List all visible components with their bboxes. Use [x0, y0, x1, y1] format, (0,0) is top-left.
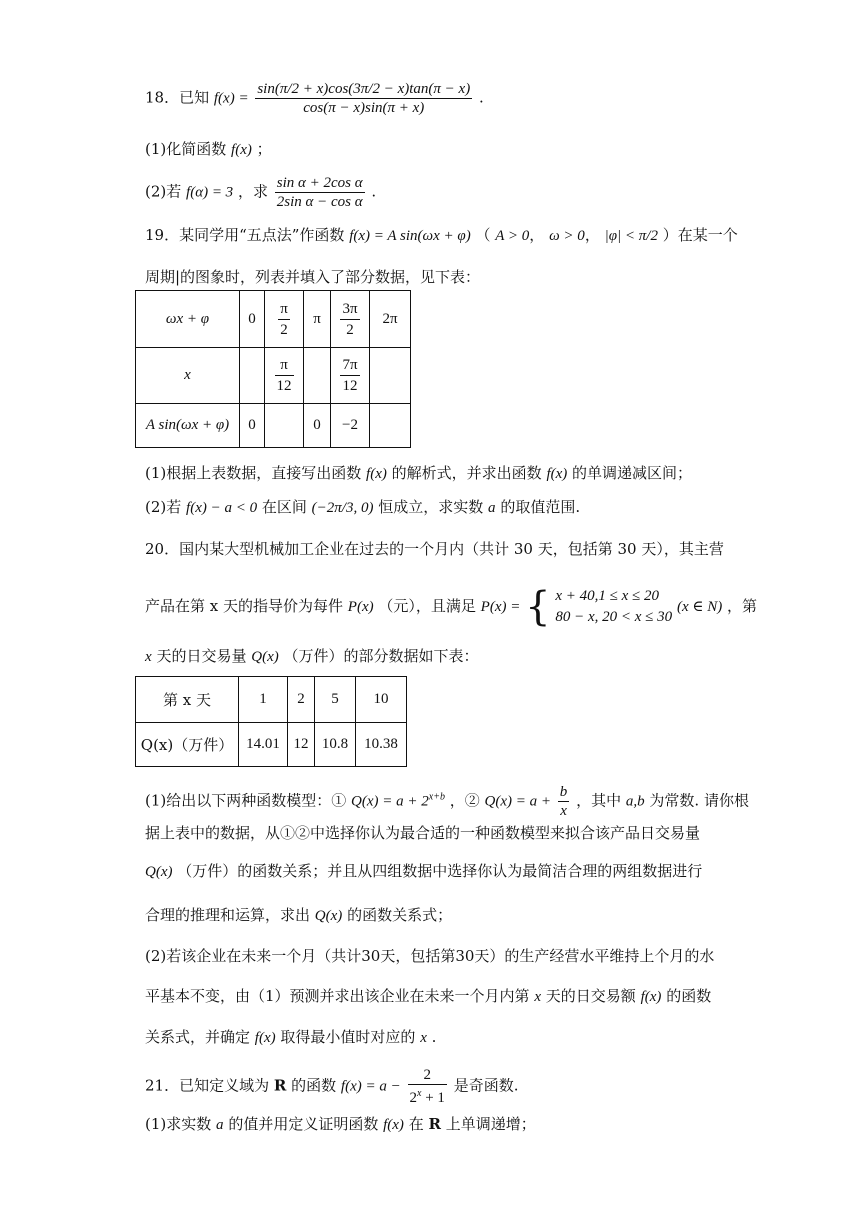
- q20-ab: a,b: [625, 793, 645, 810]
- q20-part1-line4: [145, 905, 452, 926]
- q20-price-def: P(x) =: [480, 599, 521, 615]
- table-fraction: $\frac{\pi}{12}$: [276, 357, 292, 394]
- q20-table: [135, 676, 407, 767]
- q20-part2-line3: [145, 1027, 436, 1048]
- q18-end: .: [478, 88, 484, 107]
- q20-line3-b: （万件）的部分数据如下表：: [283, 647, 479, 665]
- q20-part1-line3: [145, 861, 702, 882]
- q19-p2-inequality: f(x) − a < 0: [186, 500, 258, 516]
- q19-p2-d: 的取值范围.: [500, 498, 581, 516]
- q21-p1-a-var: a: [216, 1117, 224, 1133]
- q20-p2-line2-c: 的函数: [666, 987, 712, 1005]
- table-fraction: $\frac{\pi}{2}$: [280, 300, 288, 338]
- table-row: [136, 404, 411, 448]
- q20-p2-line2-a: 平基本不变，由（1）预测并求出该企业在未来一个月内第: [145, 987, 530, 1005]
- q19-p2-c: 恒成立，求实数: [378, 498, 484, 516]
- table-cell: 10: [356, 677, 407, 723]
- table-cell: [331, 291, 370, 348]
- q20-model2-num: b: [559, 784, 568, 800]
- table-cell: [370, 348, 411, 404]
- table-cell: 2: [288, 677, 315, 723]
- q19-paren-close: ）在某一个: [662, 226, 738, 244]
- table-cell: [265, 291, 304, 348]
- q20-model2-fraction: [558, 783, 570, 820]
- table-cell: Q(x)（万件）: [136, 723, 239, 767]
- table-row: [136, 677, 407, 723]
- q20-part2-line1: (2)若该企业在未来一个月（共计30天，包括第30天）的生产经营水平维持上个月的水: [145, 947, 715, 965]
- table-cell: 14.01: [239, 723, 288, 767]
- q21-den-tail: + 1: [421, 1090, 445, 1106]
- q21-line1-b: 的函数: [291, 1076, 337, 1095]
- q19-part1: [145, 463, 692, 484]
- q18-p1-end: ；: [256, 140, 272, 158]
- q21-numerator: 2: [408, 1066, 447, 1085]
- q20-p1-line3-text: （万件）的函数关系；并且从四组数据中选择你认为最简洁合理的两组数据进行: [177, 862, 703, 880]
- q18-statement: [145, 80, 484, 117]
- table-cell: A sin(ωx + φ): [136, 404, 240, 448]
- q19-p1-fx2: f(x): [546, 466, 568, 482]
- q20-cases: [555, 586, 672, 628]
- table-cell: 1: [239, 677, 288, 723]
- q19-intro: 19．某同学用“五点法”作函数: [145, 226, 345, 244]
- table-cell: 5: [315, 677, 356, 723]
- q19-p1-a: (1)根据上表数据，直接写出函数: [145, 464, 362, 482]
- q19-sep2: ，: [584, 226, 600, 244]
- q20-p2-line3-b: 取得最小值时对应的: [280, 1028, 416, 1046]
- q18-p2-condition: f(α) = 3: [186, 184, 234, 201]
- q20-case1: x + 40,1 ≤ x ≤ 20: [555, 588, 660, 604]
- q20-p2-line3-c: .: [431, 1028, 437, 1046]
- table-cell: [265, 404, 304, 448]
- q21-function: f(x) = a −: [340, 1078, 401, 1095]
- q20-p2-line2-x: x: [534, 989, 541, 1005]
- q20-p1-d: 为常数. 请你根: [649, 791, 749, 810]
- q18-part2: [145, 174, 376, 211]
- table-cell: x: [136, 348, 240, 404]
- q18-p2-end: .: [371, 182, 377, 201]
- q20-p1-a: (1)给出以下两种函数模型：①: [145, 791, 347, 810]
- q20-line2-c: ，第: [727, 597, 758, 615]
- q21-p1-a: (1)求实数: [145, 1115, 212, 1133]
- q19-p2-interval: (−2π/3, 0): [311, 500, 374, 516]
- table-cell: 12: [288, 723, 315, 767]
- q18-denominator: cos(π − x)sin(π + x): [303, 100, 425, 116]
- q18-p2-mid: ，求: [237, 182, 268, 201]
- q21-p1-f: f(x): [383, 1117, 404, 1133]
- brace-icon: {: [525, 584, 551, 630]
- q21-denominator: [408, 1085, 447, 1107]
- q19-cond-phi: |φ| < π/2: [604, 228, 658, 244]
- q20-line2-b: （元），且满足: [378, 597, 476, 615]
- q21-p1-d: 上单调递增；: [445, 1115, 536, 1133]
- table-cell: ωx + φ: [136, 291, 240, 348]
- q20-line2-a: 产品在第 x 天的指导价为每件: [145, 597, 343, 615]
- q18-numerator: sin(π/2 + x)cos(3π/2 − x)tan(π − x): [257, 81, 471, 97]
- q18-label: 18．已知: [145, 88, 210, 107]
- q20-p2-line3-a: 关系式，并确定: [145, 1028, 251, 1046]
- q19-p1-c: 的单调递减区间；: [572, 464, 693, 482]
- q21-fraction: [408, 1066, 447, 1107]
- table-cell: π: [304, 291, 331, 348]
- q18-lhs: f(x) =: [213, 90, 249, 107]
- q20-line1: 20．国内某大型机械加工企业在过去的一个月内（共计 30 天，包括第 30 天），其主营: [145, 540, 724, 558]
- q20-p2-line3-f: f(x): [254, 1030, 276, 1046]
- q20-price-fn: P(x): [347, 599, 374, 615]
- q20-part2-line2: [145, 986, 711, 1007]
- q20-line3-x: x: [145, 649, 152, 665]
- q18-fraction: [255, 80, 472, 117]
- q19-paren-open: （: [475, 226, 491, 244]
- table-fraction: $\frac{3\pi}{2}$: [342, 300, 358, 338]
- q19-cond-omega: ω > 0: [549, 228, 585, 244]
- table-cell: [331, 348, 370, 404]
- q20-p1-c: ，其中: [576, 791, 622, 810]
- q18-p2-denominator: 2sin α − cos α: [276, 194, 363, 210]
- q19-p2-b: 在区间: [261, 498, 307, 516]
- q21-p1-r: R: [428, 1115, 441, 1133]
- q19-p2-a-var: a: [488, 500, 496, 516]
- q19-function: f(x) = A sin(ωx + φ): [349, 228, 471, 244]
- table-cell: 0: [240, 404, 265, 448]
- q20-line2: [145, 586, 757, 628]
- q19-statement-line1: [145, 225, 738, 246]
- q20-part1-line2: 据上表中的数据，从①②中选择你认为最合适的一种函数模型来拟合该产品日交易量: [145, 824, 701, 842]
- table-cell: 0: [240, 291, 265, 348]
- q21-den-base: 2: [409, 1090, 418, 1106]
- q20-model2: Q(x) = a +: [484, 793, 552, 810]
- table-cell: [370, 404, 411, 448]
- q20-p2-line2-b: 天的日交易额: [545, 987, 636, 1005]
- table-cell: 2π: [370, 291, 411, 348]
- table-cell: [304, 348, 331, 404]
- table-cell: 10.8: [315, 723, 356, 767]
- table-cell: −2: [331, 404, 370, 448]
- q20-domain: (x ∈ N): [676, 599, 723, 615]
- q20-p1-b: ，②: [449, 791, 480, 810]
- q19-sep1: ，: [529, 226, 545, 244]
- q21-den-exp: x: [417, 1088, 422, 1099]
- q20-p2-line3-x: x: [420, 1030, 427, 1046]
- table-row: [136, 723, 407, 767]
- q18-part1: [145, 139, 272, 160]
- q21-p1-c: 在: [408, 1115, 424, 1133]
- q19-cond-a: A > 0: [495, 228, 530, 244]
- q21-part1: [145, 1114, 536, 1135]
- q19-p1-fx: f(x): [366, 466, 387, 482]
- q20-part1-line1: [145, 783, 749, 820]
- q20-p1-line3-q: Q(x): [145, 864, 173, 880]
- table-row: [136, 348, 411, 404]
- q20-p2-line2-f: f(x): [640, 989, 662, 1005]
- q18-p2-text: (2)若: [145, 182, 182, 201]
- q19-table: [135, 290, 411, 448]
- table-cell: 10.38: [356, 723, 407, 767]
- table-fraction: $\frac{7\pi}{12}$: [342, 357, 358, 394]
- table-cell: 第 x 天: [136, 677, 239, 723]
- q18-p2-numerator: sin α + 2cos α: [276, 175, 363, 191]
- q21-line1-c: 是奇函数.: [453, 1076, 519, 1095]
- q20-p1-line4-a: 合理的推理和运算，求出: [145, 906, 311, 924]
- q20-model1-exp: x+b: [428, 791, 445, 803]
- q20-model1: Q(x) = a + 2: [351, 793, 429, 810]
- table-cell: 0: [304, 404, 331, 448]
- q19-p1-b: 的解析式，并求出函数: [391, 464, 542, 482]
- q20-model2-den: x: [560, 803, 567, 819]
- q18-p2-fraction: [275, 174, 365, 211]
- q21-p1-b: 的值并用定义证明函数: [228, 1115, 379, 1133]
- q18-p1-fx: f(x): [231, 142, 252, 158]
- table-row: [136, 291, 411, 348]
- q21-r: R: [273, 1076, 287, 1095]
- q19-statement-line2: 周期|的图象时，列表并填入了部分数据，见下表：: [145, 268, 481, 286]
- q21-line1-a: 21．已知定义域为: [145, 1076, 270, 1095]
- q20-line3-q: Q(x): [251, 649, 279, 665]
- table-cell: [240, 348, 265, 404]
- q18-p1-text: (1)化简函数: [145, 140, 227, 158]
- q21-statement: [145, 1066, 519, 1107]
- q20-line3: [145, 646, 479, 667]
- q20-p1-line4-q: Q(x): [314, 908, 343, 924]
- q19-part2: [145, 497, 580, 518]
- q20-p1-line4-b: 的函数关系式；: [347, 906, 453, 924]
- table-cell: [265, 348, 304, 404]
- q20-line3-a: 天的日交易量: [156, 647, 247, 665]
- q20-case2: 80 − x, 20 < x ≤ 30: [555, 609, 673, 625]
- q19-p2-a: (2)若: [145, 498, 182, 516]
